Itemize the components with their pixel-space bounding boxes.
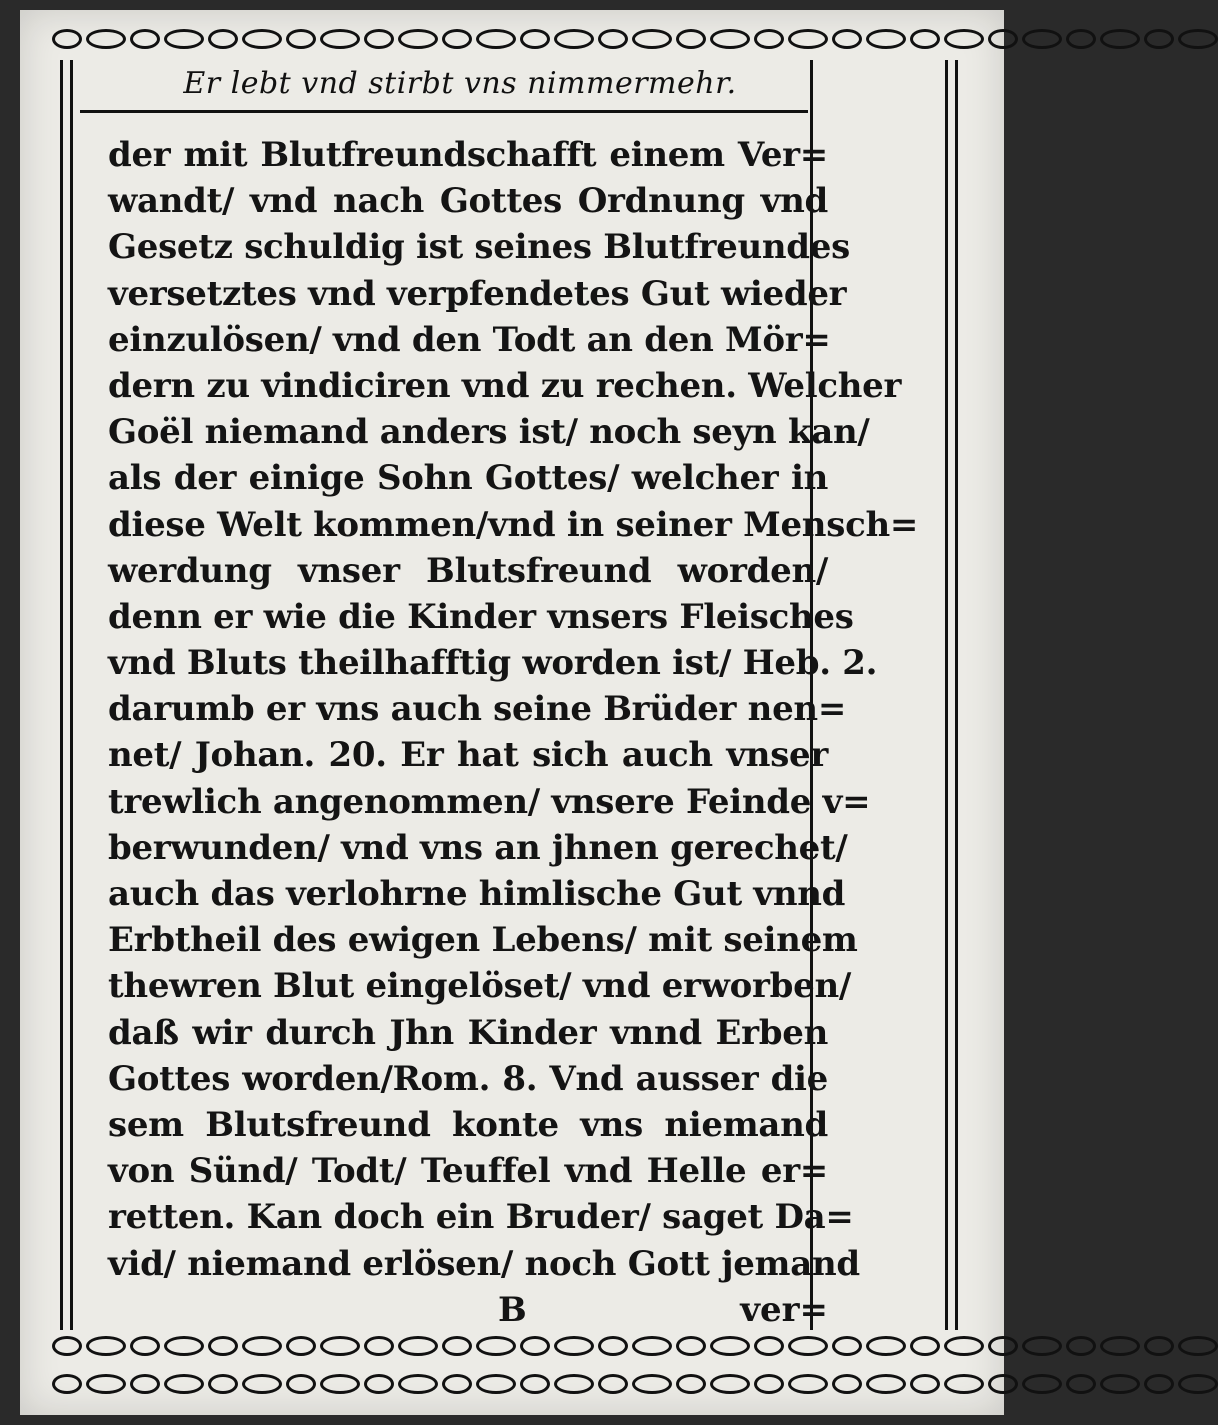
- main-text-block: [108, 132, 919, 1287]
- text-line: vnd Bluts theilhafftig worden ist/ Heb. 2.: [108, 643, 878, 684]
- text-line: vid/ niemand erlösen/ noch Gott jemand: [108, 1243, 860, 1284]
- right-frame-rule-outer: [945, 60, 948, 1330]
- text-line: Gesetz schuldig ist seines Blutfreundes: [108, 227, 850, 268]
- text-line: dern zu vindiciren vnd zu rechen. Welcher: [108, 365, 902, 406]
- bottom-ornamental-border-upper: [50, 1335, 974, 1357]
- head-rule: [80, 110, 808, 113]
- top-ornamental-border: [50, 28, 974, 50]
- text-line: net/ Johan. 20. Er hat sich auch vnser: [108, 735, 828, 776]
- text-line: daß wir durch Jhn Kinder vnnd Erben: [108, 1012, 828, 1053]
- text-line: einzulösen/ vnd den Todt an den Mör=: [108, 319, 831, 360]
- bottom-ornamental-border-lower: [50, 1373, 974, 1395]
- text-line: der mit Blutfreundschafft einem Ver=: [108, 135, 828, 175]
- left-frame-rule-inner: [70, 60, 73, 1330]
- text-line: diese Welt kommen/vnd in seiner Mensch=: [108, 504, 919, 545]
- book-page: [20, 10, 1004, 1415]
- text-line: denn er wie die Kinder vnsers Fleisches: [108, 596, 854, 637]
- text-line: Gottes worden/Rom. 8. Vnd ausser die: [108, 1058, 828, 1099]
- text-line: Erbtheil des ewigen Lebens/ mit seinem: [108, 920, 858, 961]
- text-line: wandt/ vnd nach Gottes Ordnung vnd: [108, 181, 828, 222]
- text-line: sem Blutsfreund konte vns niemand: [108, 1104, 828, 1145]
- text-line: versetztes vnd verpfendetes Gut wieder: [108, 273, 847, 314]
- text-line: trewlich angenommen/ vnsere Feinde v=: [108, 781, 871, 822]
- text-line: auch das verlohrne himlische Gut vnnd: [108, 874, 846, 914]
- text-line: Goël niemand anders ist/ noch seyn kan/: [108, 412, 870, 453]
- signature-mark: B: [498, 1290, 527, 1330]
- running-head: Er lebt vnd stirbt vns nimmermehr.: [183, 66, 737, 101]
- page-foot: [108, 1290, 828, 1332]
- catchword: ver=: [740, 1290, 828, 1330]
- text-line: thewren Blut eingelöset/ vnd erworben/: [108, 966, 851, 1007]
- text-line: von Sünd/ Todt/ Teuffel vnd Helle er=: [108, 1151, 828, 1192]
- right-frame-rule-outer-2: [955, 60, 958, 1330]
- text-line: berwunden/ vnd vns an jhnen gerechet/: [108, 827, 848, 868]
- text-line: als der einige Sohn Gottes/ welcher in: [108, 458, 828, 499]
- left-frame-rule-outer: [60, 60, 63, 1330]
- text-line: darumb er vns auch seine Brüder nen=: [108, 689, 847, 730]
- text-line: retten. Kan doch ein Bruder/ saget Da=: [108, 1197, 854, 1238]
- text-line: werdung vnser Blutsfreund worden/: [108, 550, 828, 591]
